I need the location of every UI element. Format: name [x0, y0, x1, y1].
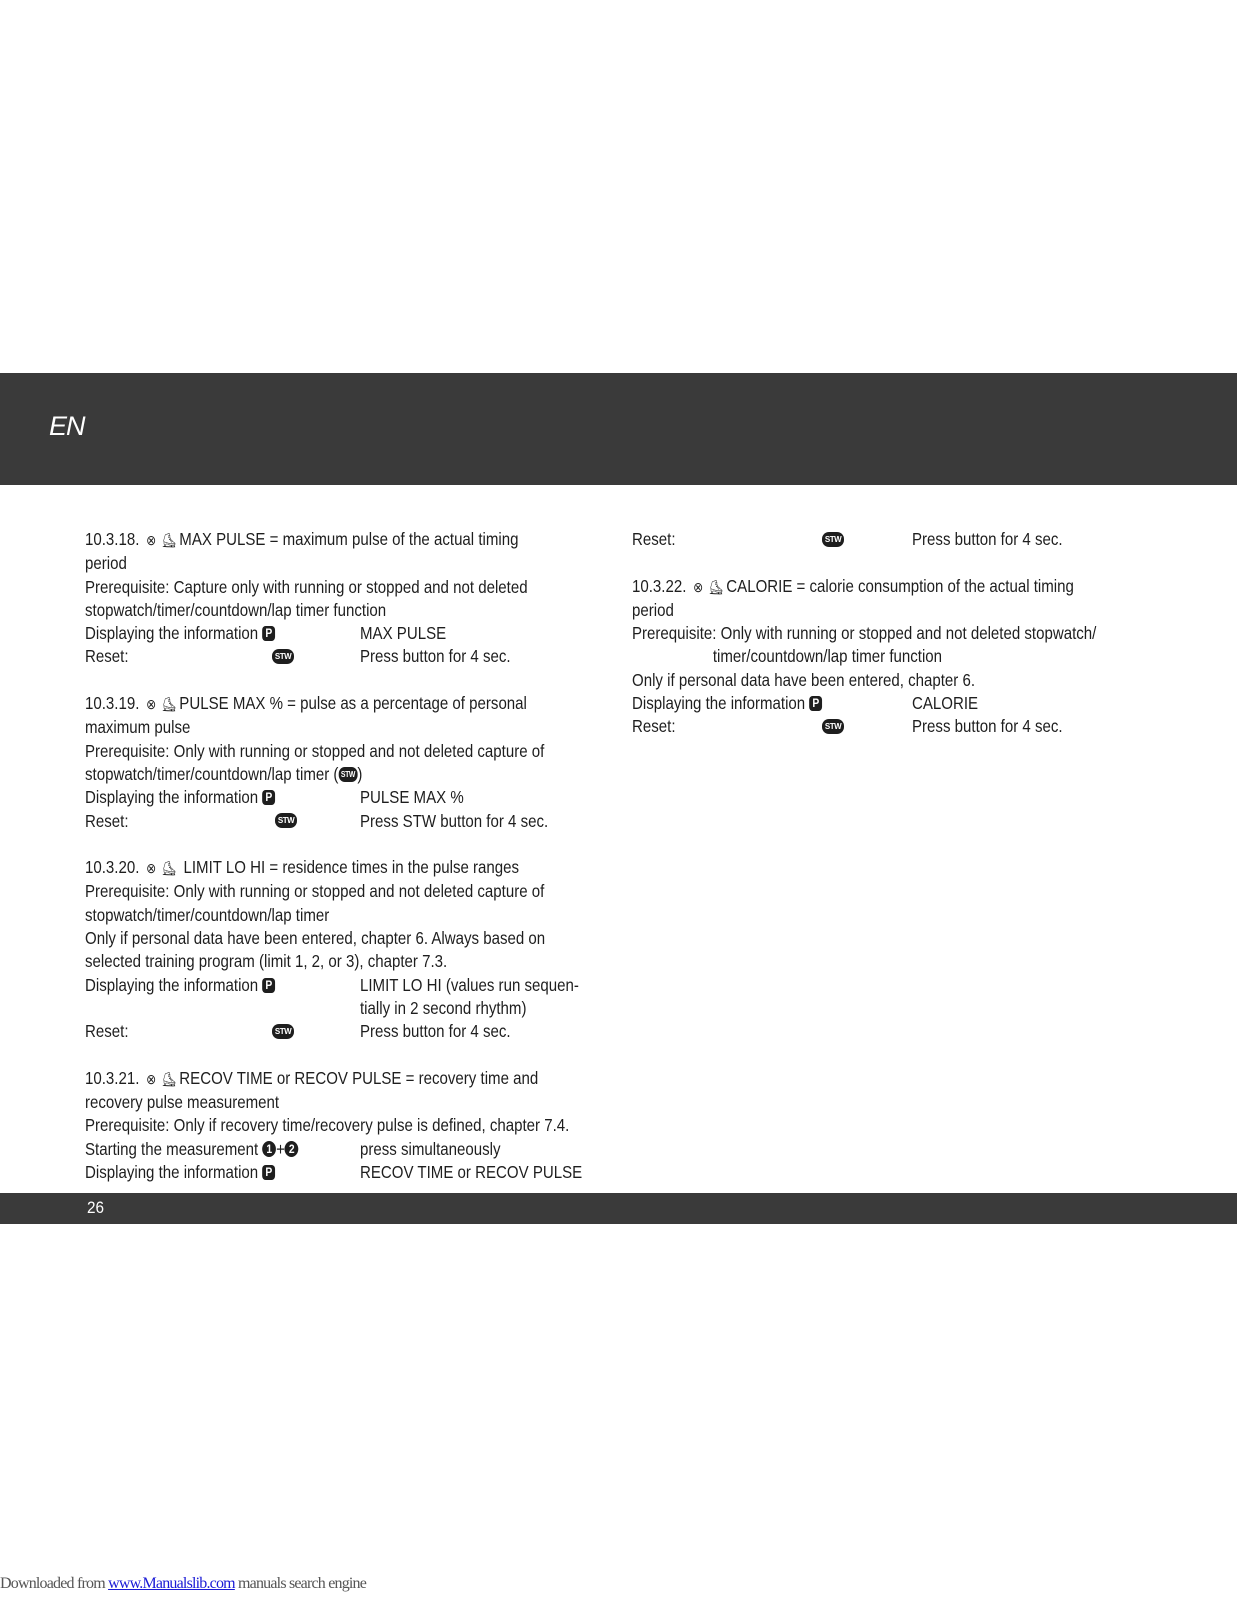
section-heading-cont: maximum pulse: [85, 717, 191, 738]
reset-row: Reset: STW Press STW button for 4 sec.: [85, 810, 549, 831]
prerequisite-text: stopwatch/timer/countdown/lap timer ( STW ): [85, 763, 363, 784]
prerequisite-text: Prerequisite: Only if recovery time/recovery pulse is defined, chapter 7.4.: [85, 1115, 570, 1136]
start-row: Starting the measurement 1 + 2 press simultaneously: [85, 1138, 501, 1159]
reset-row: Reset: STW Press button for 4 sec.: [632, 529, 1063, 549]
note-text: Only if personal data have been entered, chapter 6. Always based on: [85, 928, 546, 949]
p-button-icon: P: [809, 696, 822, 711]
stw-button-icon: STW: [822, 532, 844, 547]
shoe-icon: ⛸: [161, 696, 177, 713]
section-heading-10-3-19: 10.3.19. ⊗ ⛸ PULSE MAX % = pulse as a percentage of personal: [85, 692, 532, 716]
stw-button-icon: STW: [275, 813, 297, 828]
display-row: Displaying the information P PULSE MAX %: [85, 787, 464, 808]
section-heading-10-3-18: 10.3.18. ⊗ ⛸ MAX PULSE = maximum pulse of the actual timing: [85, 528, 532, 552]
reset-row: Reset: STW Press button for 4 sec.: [85, 1021, 511, 1042]
button-2-icon: 2: [285, 1141, 299, 1157]
right-column: [632, 528, 1152, 739]
prerequisite-text: timer/countdown/lap timer function: [712, 646, 943, 667]
left-column: [85, 528, 605, 1184]
download-watermark: Downloaded from www.Manualslib.com manuals search engine: [0, 1575, 367, 1592]
display-row: Displaying the information P MAX PULSE: [85, 623, 447, 644]
stw-button-icon: STW: [822, 719, 844, 734]
display-row: Displaying the information P LIMIT LO HI (values run sequen-: [85, 974, 579, 995]
p-button-icon: P: [262, 978, 275, 993]
section-heading-cont: recovery pulse measurement: [85, 1092, 280, 1113]
shoe-icon: ⛸: [161, 532, 177, 548]
shoe-icon: ⛸: [708, 578, 724, 595]
prerequisite-text: Prerequisite: Only with running or stopped and not deleted capture of: [85, 881, 545, 902]
note-text: Only if personal data have been entered, chapter 6.: [632, 669, 976, 690]
button-1-icon: 1: [262, 1141, 276, 1157]
section-heading-10-3-20: 10.3.20. ⊗ ⛸ LIMIT LO HI = residence times in the pulse ranges: [85, 856, 532, 880]
section-heading-10-3-22: 10.3.22. ⊗ ⛸ CALORIE = calorie consumption of the actual timing: [632, 575, 1079, 599]
prerequisite-text: Prerequisite: Capture only with running or stopped and not deleted: [85, 576, 528, 597]
reset-row: Reset: STW Press button for 4 sec.: [85, 646, 511, 667]
stw-button-icon: STW: [272, 1024, 294, 1039]
display-row-cont: tially in 2 second rhythm): [360, 997, 527, 1018]
pulse-icon: ⊗: [146, 860, 157, 877]
manualslib-link[interactable]: www.Manualslib.com: [108, 1575, 235, 1592]
section-heading-cont: period: [632, 599, 674, 620]
reset-row: Reset: STW Press button for 4 sec.: [632, 716, 1063, 737]
prerequisite-text: stopwatch/timer/countdown/lap timer function: [85, 599, 387, 620]
prerequisite-text: stopwatch/timer/countdown/lap timer: [85, 904, 330, 925]
display-row: Displaying the information P RECOV TIME or RECOV PULSE: [85, 1162, 583, 1183]
page-number: 26: [87, 1198, 105, 1217]
language-label: EN: [49, 411, 85, 441]
shoe-icon: ⛸: [161, 1070, 177, 1087]
pulse-icon: ⊗: [693, 578, 704, 595]
p-button-icon: P: [262, 626, 275, 641]
footer-band: [0, 1193, 1237, 1224]
stw-button-icon: STW: [272, 649, 294, 664]
shoe-icon: ⛸: [161, 860, 177, 877]
section-heading-10-3-21: 10.3.21. ⊗ ⛸ RECOV TIME or RECOV PULSE = recovery time and: [85, 1067, 532, 1091]
stw-button-icon: STW: [338, 767, 357, 782]
pulse-icon: ⊗: [146, 696, 157, 713]
pulse-icon: ⊗: [146, 1070, 157, 1087]
display-row: Displaying the information P CALORIE: [632, 693, 979, 714]
p-button-icon: P: [262, 1165, 275, 1180]
p-button-icon: P: [262, 790, 275, 805]
pulse-icon: ⊗: [146, 532, 157, 548]
prerequisite-text: Prerequisite: Only with running or stopped and not deleted stopwatch/: [632, 623, 1097, 644]
section-heading-cont: period: [85, 553, 127, 574]
note-text: selected training program (limit 1, 2, or 3), chapter 7.3.: [85, 951, 448, 972]
prerequisite-text: Prerequisite: Only with running or stopped and not deleted capture of: [85, 740, 545, 761]
header-band: [0, 373, 1237, 485]
